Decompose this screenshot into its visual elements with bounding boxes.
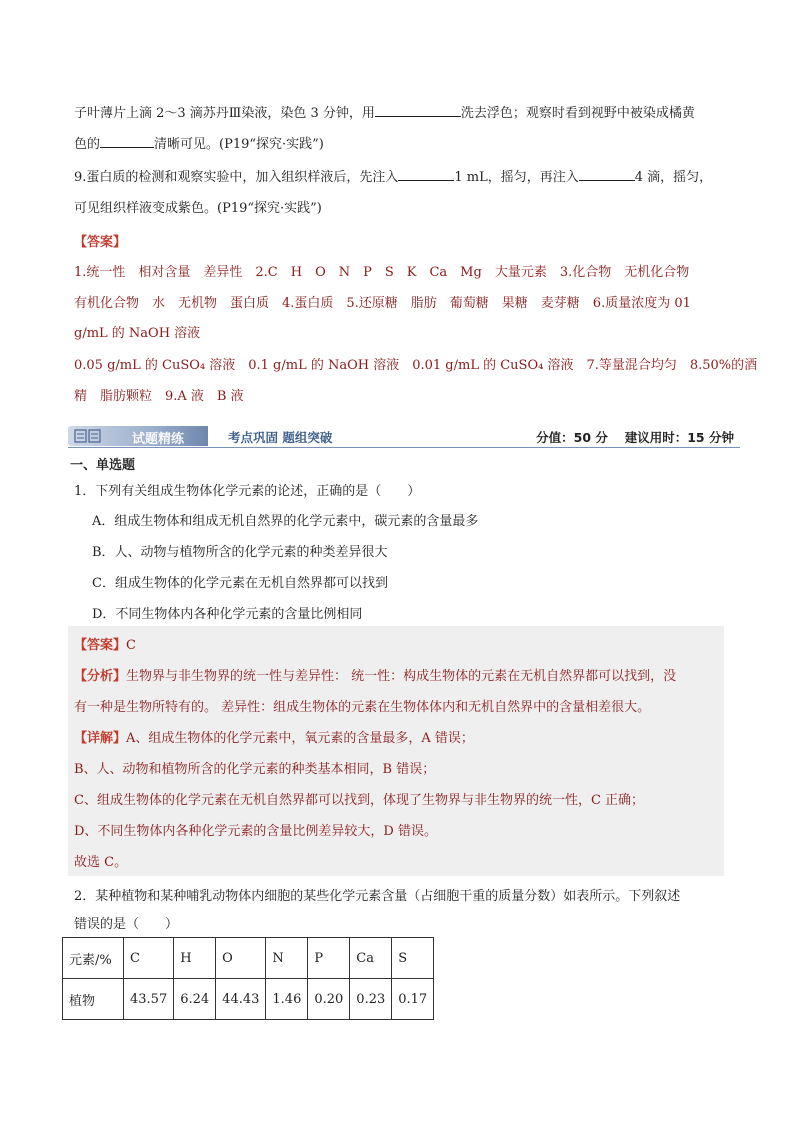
q1-analysis-1: 【分析】生物界与非生物界的统一性与差异性： 统一性：构成生物体的元素在无机自然界都可以找到，没: [74, 669, 677, 684]
table-cell: 1.46: [266, 979, 308, 1020]
table-cell: 6.24: [174, 979, 216, 1020]
book-icon: [74, 429, 102, 443]
table-cell: 0.23: [350, 979, 392, 1020]
element-table: [62, 937, 434, 1020]
table-cell: 43.57: [124, 979, 174, 1020]
q1-option-c[interactable]: C．组成生物体的化学元素在无机自然界都可以找到: [92, 576, 388, 591]
q2-stem-1: 2．某种植物和某种哺乳动物体内细胞的某些化学元素含量（占细胞干重的质量分数）如表所示。下列叙述: [74, 889, 681, 904]
q1-answer: 【答案】C: [74, 638, 136, 653]
table-header-row: [63, 938, 434, 979]
banner-divider: [68, 447, 740, 448]
answers-line: 0.05 g/mL 的 CuSO₄ 溶液 0.1 g/mL 的 NaOH 溶液 0.01 g/mL 的 CuSO₄ 溶液 7.等量混合均匀 8.50%的酒: [74, 358, 758, 373]
intro-line-1: 子叶薄片上滴 2～3 滴苏丹Ⅲ染液，染色 3 分钟，用 洗去浮色；观察时看到视野中被染成橘黄: [74, 106, 695, 121]
fill-blank[interactable]: [100, 135, 154, 148]
banner-tab: [68, 426, 208, 446]
fill-blank[interactable]: [375, 104, 461, 117]
answers-line: 精 脂肪颗粒 9.A 液 B 液: [74, 389, 244, 404]
q1-stem: 1．下列有关组成生物体化学元素的论述，正确的是（ ）: [74, 484, 421, 499]
table-cell: 0.17: [392, 979, 434, 1020]
q1-detail-3: C、组成生物体的化学元素在无机自然界都可以找到，体现了生物界与非生物界的统一性，C 正确；: [74, 793, 645, 808]
table-cell: O: [216, 938, 266, 979]
answers-title: 【答案】: [74, 235, 127, 250]
table-cell: S: [392, 938, 434, 979]
table-cell: H: [174, 938, 216, 979]
banner-subtitle: 考点巩固 题组突破: [228, 430, 333, 445]
banner-score: 分值：50 分 建议用时：15 分钟: [536, 430, 734, 445]
table-cell: 元素/%: [63, 938, 124, 979]
q1-option-d[interactable]: D．不同生物体内各种化学元素的含量比例相同: [92, 607, 363, 622]
fill-blank[interactable]: [398, 168, 454, 181]
answers-line: g/mL 的 NaOH 溶液: [74, 326, 201, 341]
table-cell: C: [124, 938, 174, 979]
table-cell: Ca: [350, 938, 392, 979]
q1-analysis-2: 有一种是生物所特有的。 差异性：组成生物体的元素在生物体体内和无机自然界中的含量相差很大。: [74, 700, 651, 715]
answers-line: 有机化合物 水 无机物 蛋白质 4.蛋白质 5.还原糖 脂肪 葡萄糖 果糖 麦芽糖 6.质量浓度为 01: [74, 296, 691, 311]
q1-option-b[interactable]: B．人、动物与植物所含的化学元素的种类差异很大: [92, 545, 388, 560]
q9-line-2: 可见组织样液变成紫色。(P19“探究·实践”): [74, 201, 322, 216]
fill-blank[interactable]: [579, 168, 635, 181]
banner-tab-label: 试题精练: [132, 432, 185, 447]
q9-line-1: 9.蛋白质的检测和观察实验中，加入组织样液后，先注入 1 mL，摇匀，再注入 4 滴，摇匀，: [74, 170, 713, 185]
q1-detail-1: 【详解】A、组成生物体的化学元素中，氧元素的含量最多，A 错误；: [74, 731, 474, 746]
table-cell: P: [308, 938, 350, 979]
q1-detail-4: D、不同生物体内各种化学元素的含量比例差异较大，D 错误。: [74, 824, 437, 839]
q1-conclusion: 故选 C。: [74, 855, 128, 870]
table-row: [63, 979, 434, 1020]
table-cell: 44.43: [216, 979, 266, 1020]
table-cell: 植物: [63, 979, 124, 1020]
section-title: 一、单选题: [70, 458, 136, 473]
table-cell: N: [266, 938, 308, 979]
q1-detail-2: B、人、动物和植物所含的化学元素的种类基本相同，B 错误；: [74, 762, 436, 777]
table-cell: 0.20: [308, 979, 350, 1020]
section-banner: [68, 424, 740, 448]
q1-option-a[interactable]: A．组成生物体和组成无机自然界的化学元素中，碳元素的含量最多: [92, 514, 479, 529]
q2-stem-2: 错误的是（ ）: [74, 917, 179, 932]
answers-line: 1.统一性 相对含量 差异性 2.C H O N P S K Ca Mg 大量元素 3.化合物 无机化合物: [74, 265, 690, 280]
intro-line-2: 色的 清晰可见。(P19“探究·实践”): [74, 137, 324, 152]
